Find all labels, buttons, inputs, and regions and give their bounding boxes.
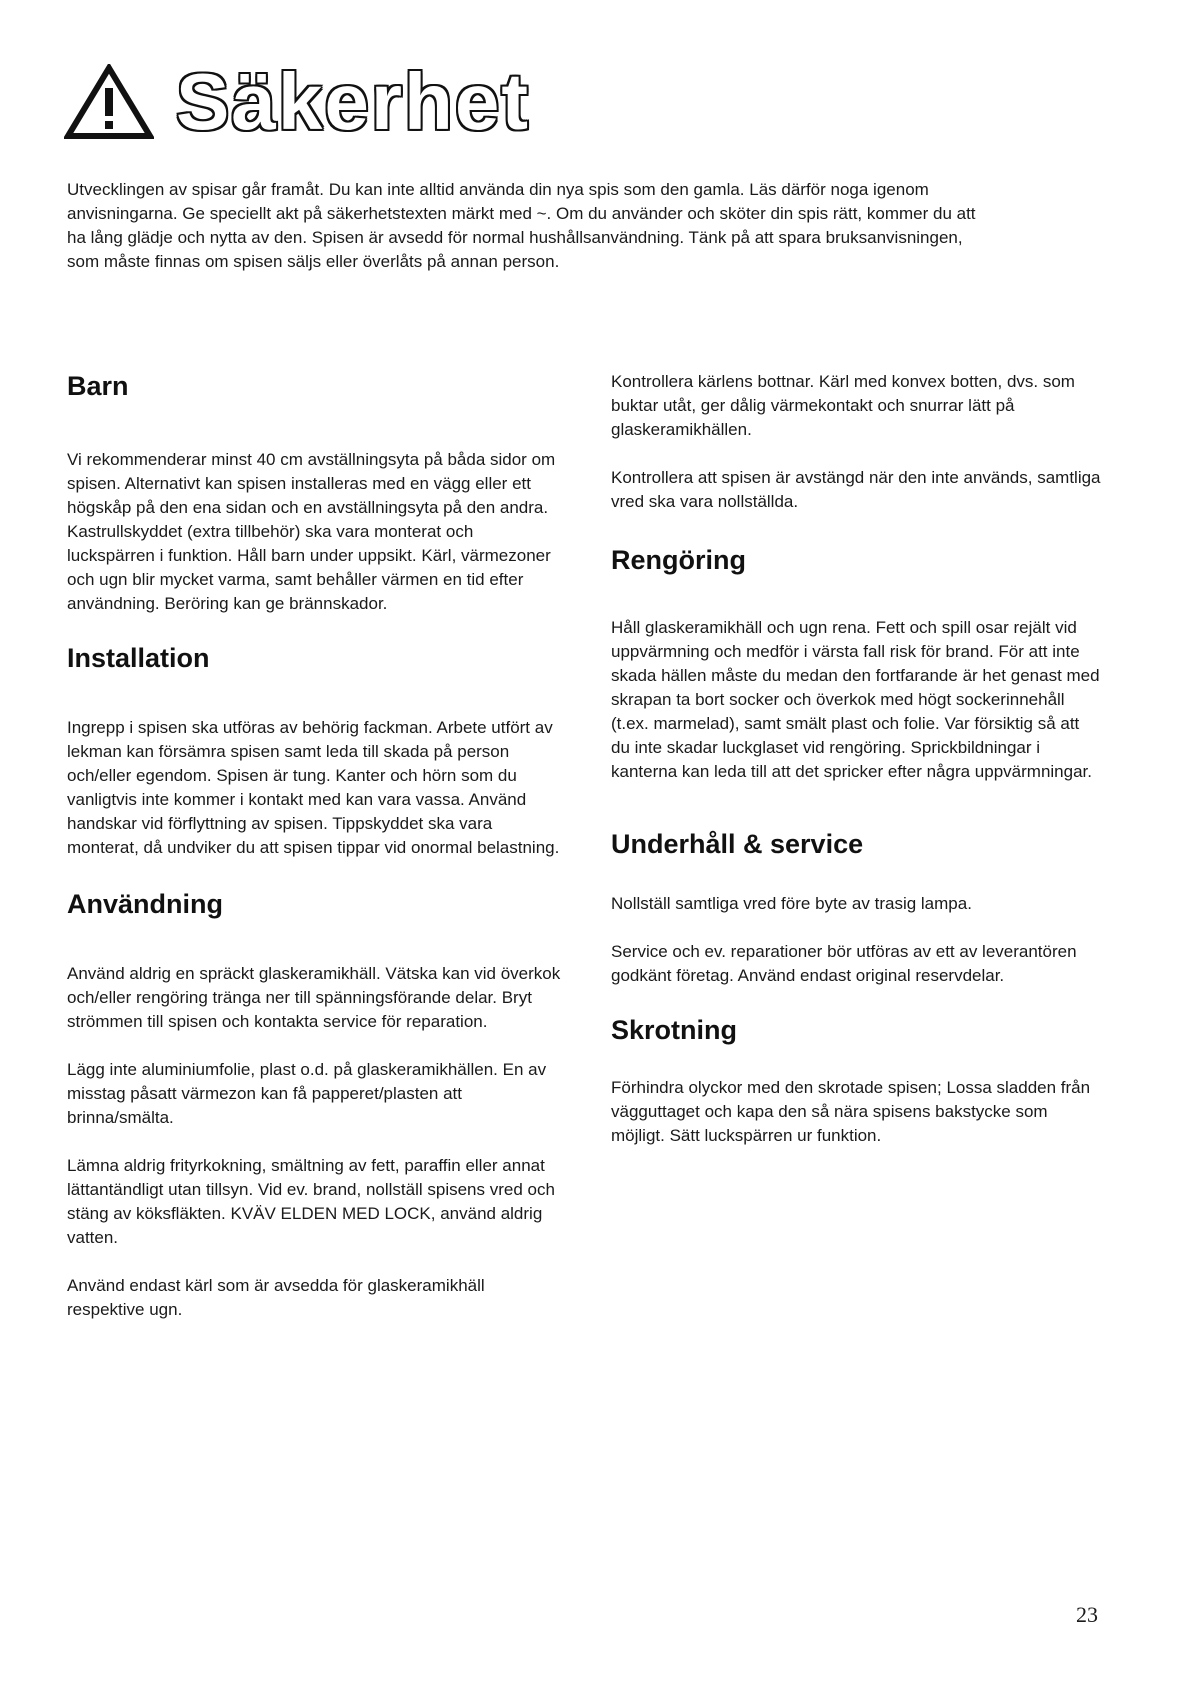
- section-paragraph: Lägg inte aluminiumfolie, plast o.d. på glaskeramikhällen. En av misstag påsatt värmezon kan få papperet/plasten att brinna/smälta.: [67, 1060, 547, 1127]
- page-title: Säkerhet: [176, 57, 530, 146]
- left-column: [67, 370, 562, 1322]
- section-paragraph: Kontrollera att spisen är avstängd när den inte används, samtliga vred ska vara nollställda.: [611, 468, 1101, 511]
- section-heading: Installation: [67, 643, 210, 673]
- section-installation: [67, 642, 562, 860]
- section-paragraph: Använd aldrig en spräckt glaskeramikhäll. Vätska kan vid överkok och/eller rengöring tränga ner till spänningsförande delar. Bryt strömmen till spisen och kontakta service för reparation.: [67, 964, 561, 1031]
- section-underhall: [611, 828, 1101, 988]
- section-skrotning: [611, 1014, 1101, 1148]
- section-paragraph: Ingrepp i spisen ska utföras av behörig fackman. Arbete utfört av lekman kan försämra spisen samt leda till skada på person och/eller egendom. Spisen är tung. Kanter och hörn som du vanligtvis inte kommer i kontakt med kan vara vassa. Använd handskar vid förflyttning av spisen. Tippskyddet ska vara monterat, då undviker du att spisen tippar vid onormal belastning.: [67, 718, 560, 857]
- section-rengoring: [611, 544, 1101, 784]
- intro-paragraph: Utvecklingen av spisar går framåt. Du kan inte alltid använda din nya spis som den gamla. Läs därför noga igenom anvisningarna. Ge speciellt akt på säkerhetstexten märkt med ~. Om du använder och sköter din spis rätt, kommer du att ha lång glädje och nytta av den. Spisen är avsedd för normal hushållsanvändning. Tänk på att spara bruksanvisningen, som måste finnas om spisen säljs eller överlåts på annan person.: [67, 180, 976, 271]
- warning-triangle-icon: [64, 64, 154, 140]
- section-barn: [67, 370, 562, 616]
- section-heading: Barn: [67, 371, 129, 401]
- section-paragraph: Förhindra olyckor med den skrotade spisen; Lossa sladden från vägguttaget och kapa den så nära spisens bakstycke som möjligt. Sätt luckspärren ur funktion.: [611, 1078, 1091, 1145]
- section-paragraph: Service och ev. reparationer bör utföras av ett av leverantören godkänt företag. Använd endast original reservdelar.: [611, 942, 1077, 985]
- section-paragraph: Nollställ samtliga vred före byte av trasig lampa.: [611, 894, 972, 913]
- page-number: 23: [1076, 1602, 1098, 1627]
- section-paragraph: Kontrollera kärlens bottnar. Kärl med konvex botten, dvs. som buktar utåt, ger dålig värmekontakt och snurrar lätt på glaskeramikhällen.: [611, 372, 1075, 439]
- section-heading: Skrotning: [611, 1015, 737, 1045]
- right-column: [611, 370, 1101, 1148]
- section-heading: Underhåll & service: [611, 829, 864, 859]
- section-paragraph: Håll glaskeramikhäll och ugn rena. Fett och spill osar rejält vid uppvärmning och medför i värsta fall risk för brand. För att inte skada hällen måste du medan den fortfarande är het genast med skrapan ta bort socker och överkok med högt sockerinnehåll (t.ex. marmelad), samt smält plast och folie. Var försiktig så att du inte skadar luckglaset vid rengöring. Sprickbildningar i kanterna kan leda till att det spricker efter några uppvärmningar.: [611, 618, 1100, 781]
- section-anvandning: [67, 888, 562, 1322]
- section-heading: Rengöring: [611, 545, 746, 575]
- section-heading: Användning: [67, 889, 223, 919]
- page-header: [64, 57, 530, 146]
- section-paragraph: Använd endast kärl som är avsedda för glaskeramikhäll respektive ugn.: [67, 1276, 485, 1319]
- section-paragraph: Lämna aldrig frityrkokning, smältning av fett, paraffin eller annat lättantändligt utan tillsyn. Vid ev. brand, nollställ spisens vred och stäng av köksfläkten. KVÄV ELDEN MED LOCK, använd aldrig vatten.: [67, 1156, 555, 1247]
- section-paragraph: Vi rekommenderar minst 40 cm avställningsyta på båda sidor om spisen. Alternativt kan spisen installeras med en vägg eller ett högskåp på den ena sidan och en avställningsyta på den andra. Kastrullskyddet (extra tillbehör) ska vara monterat och luckspärren i funktion. Håll barn under uppsikt. Kärl, värmezoner och ugn blir mycket varma, samt behåller värmen en tid efter användning. Beröring kan ge brännskador.: [67, 450, 556, 613]
